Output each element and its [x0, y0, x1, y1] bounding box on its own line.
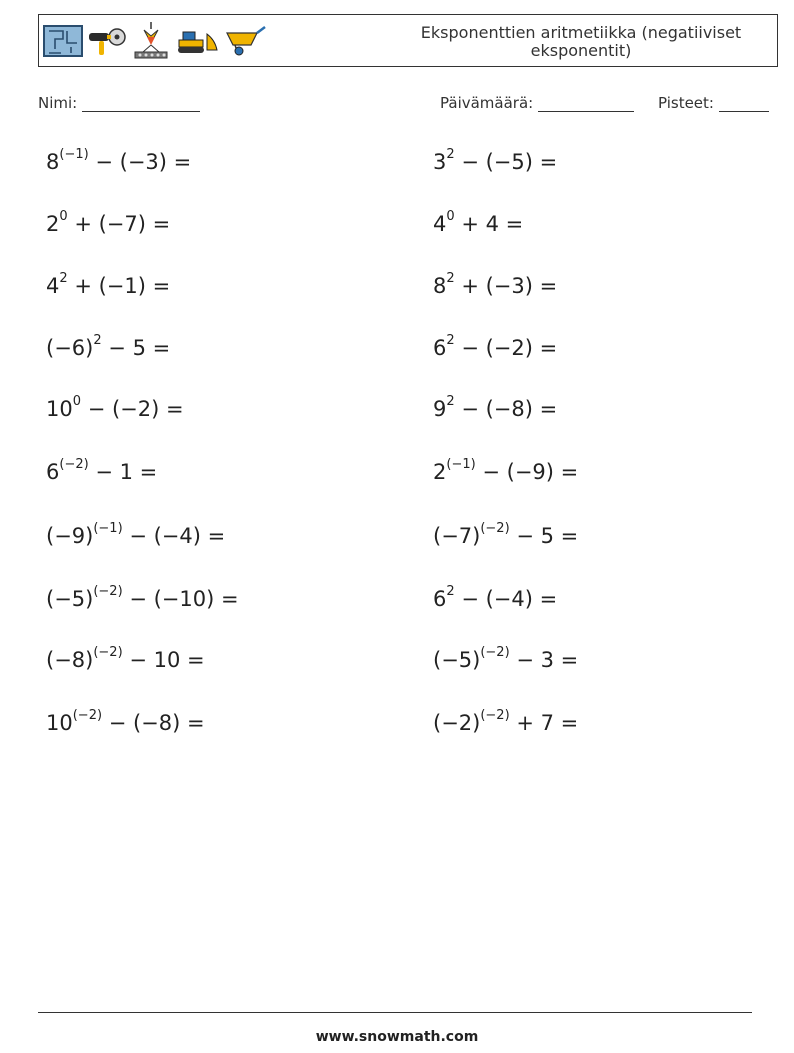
problem-base: 3 — [433, 150, 447, 174]
problem-rest: − 5 = — [101, 336, 171, 360]
date-field — [440, 94, 634, 112]
score-field — [658, 94, 769, 112]
problem-exponent: 2 — [446, 333, 455, 348]
problem-rest: + 4 = — [454, 212, 524, 236]
problem-rest: − 10 = — [122, 648, 205, 672]
problem-left-10 — [46, 708, 205, 735]
problem-left-2 — [46, 209, 171, 236]
problem-rest: + (−7) = — [67, 212, 171, 236]
problem-base: 9 — [433, 397, 447, 421]
problem-left-6 — [46, 457, 158, 484]
problem-exponent: 2 — [93, 333, 102, 348]
problem-base: (−5) — [433, 648, 481, 672]
problem-exponent: (−2) — [480, 521, 510, 536]
problem-left-7 — [46, 521, 226, 548]
problem-right-8 — [433, 584, 558, 611]
header-icons — [43, 21, 267, 61]
problem-base: (−9) — [46, 524, 94, 548]
problem-base: (−7) — [433, 524, 481, 548]
problem-base: 4 — [433, 212, 447, 236]
blueprint-icon — [43, 25, 83, 57]
problem-rest: − (−4) = — [454, 587, 558, 611]
problem-base: (−6) — [46, 336, 94, 360]
problem-right-7 — [433, 521, 579, 548]
angle-grinder-icon — [87, 24, 127, 58]
problem-rest: − 5 = — [509, 524, 579, 548]
name-blank[interactable] — [82, 95, 200, 112]
problem-exponent: (−2) — [93, 645, 123, 660]
problem-exponent: (−1) — [59, 147, 89, 162]
problem-exponent: (−2) — [93, 584, 123, 599]
problem-rest: + (−3) = — [454, 274, 558, 298]
date-label: Päivämäärä: — [440, 94, 534, 112]
wheelbarrow-icon — [223, 25, 267, 57]
problem-base: 2 — [46, 212, 60, 236]
problem-exponent: 2 — [446, 147, 455, 162]
name-field — [38, 94, 200, 112]
problem-exponent: (−1) — [446, 457, 476, 472]
worksheet-header — [38, 14, 778, 67]
problem-left-1 — [46, 147, 192, 174]
problem-exponent: 0 — [72, 394, 82, 409]
problem-exponent: (−1) — [93, 521, 123, 536]
problem-right-5 — [433, 394, 558, 421]
worksheet-title: Eksponenttien aritmetiikka (negatiiviset eksponentit) — [420, 23, 742, 60]
problem-right-10 — [433, 708, 579, 735]
problem-right-9 — [433, 645, 579, 672]
bulldozer-icon — [175, 26, 219, 56]
problem-exponent: 2 — [446, 271, 455, 286]
problem-right-2 — [433, 209, 524, 236]
problem-base: 2 — [433, 460, 447, 484]
problem-base: 8 — [433, 274, 447, 298]
crane-hook-icon — [131, 21, 171, 61]
problem-base: 4 — [46, 274, 60, 298]
problem-rest: − (−2) = — [454, 336, 558, 360]
problem-rest: − 3 = — [509, 648, 579, 672]
problem-exponent: (−2) — [72, 708, 103, 723]
footer-divider — [38, 1012, 752, 1013]
date-blank[interactable] — [538, 95, 634, 112]
problem-left-4 — [46, 333, 171, 360]
problem-left-9 — [46, 645, 205, 672]
problem-base: 6 — [433, 336, 447, 360]
problem-rest: − (−10) = — [122, 587, 239, 611]
problem-base: (−2) — [433, 711, 481, 735]
problem-exponent: 0 — [59, 209, 68, 224]
problem-rest: − (−8) = — [102, 711, 205, 735]
footer-website[interactable]: www.snowmath.com — [315, 1029, 479, 1045]
problem-rest: − (−2) = — [81, 397, 184, 421]
problem-base: (−8) — [46, 648, 94, 672]
problem-right-1 — [433, 147, 558, 174]
problem-exponent: 2 — [59, 271, 68, 286]
problem-left-3 — [46, 271, 171, 298]
score-label: Pisteet: — [658, 94, 714, 112]
score-blank[interactable] — [719, 95, 769, 112]
problem-base: 6 — [433, 587, 447, 611]
problem-rest: + (−1) = — [67, 274, 171, 298]
problem-right-4 — [433, 333, 558, 360]
problem-left-8 — [46, 584, 239, 611]
problem-base: (−5) — [46, 587, 94, 611]
problem-rest: − (−4) = — [122, 524, 226, 548]
problem-right-3 — [433, 271, 558, 298]
problem-rest: − 1 = — [88, 460, 158, 484]
problem-exponent: 0 — [446, 209, 455, 224]
problem-base: 6 — [46, 460, 60, 484]
problem-exponent: 2 — [446, 394, 455, 409]
problem-base: 10 — [46, 711, 73, 735]
problem-base: 8 — [46, 150, 60, 174]
problem-rest: − (−8) = — [454, 397, 558, 421]
problem-left-5 — [46, 394, 184, 421]
problem-right-6 — [433, 457, 579, 484]
name-label: Nimi: — [38, 94, 78, 112]
problem-rest: − (−5) = — [454, 150, 558, 174]
problem-exponent: (−2) — [480, 708, 510, 723]
problem-rest: − (−9) = — [475, 460, 579, 484]
problem-rest: + 7 = — [509, 711, 579, 735]
problem-exponent: 2 — [446, 584, 455, 599]
problem-exponent: (−2) — [59, 457, 89, 472]
problem-exponent: (−2) — [480, 645, 510, 660]
problem-rest: − (−3) = — [88, 150, 192, 174]
problem-base: 10 — [46, 397, 73, 421]
